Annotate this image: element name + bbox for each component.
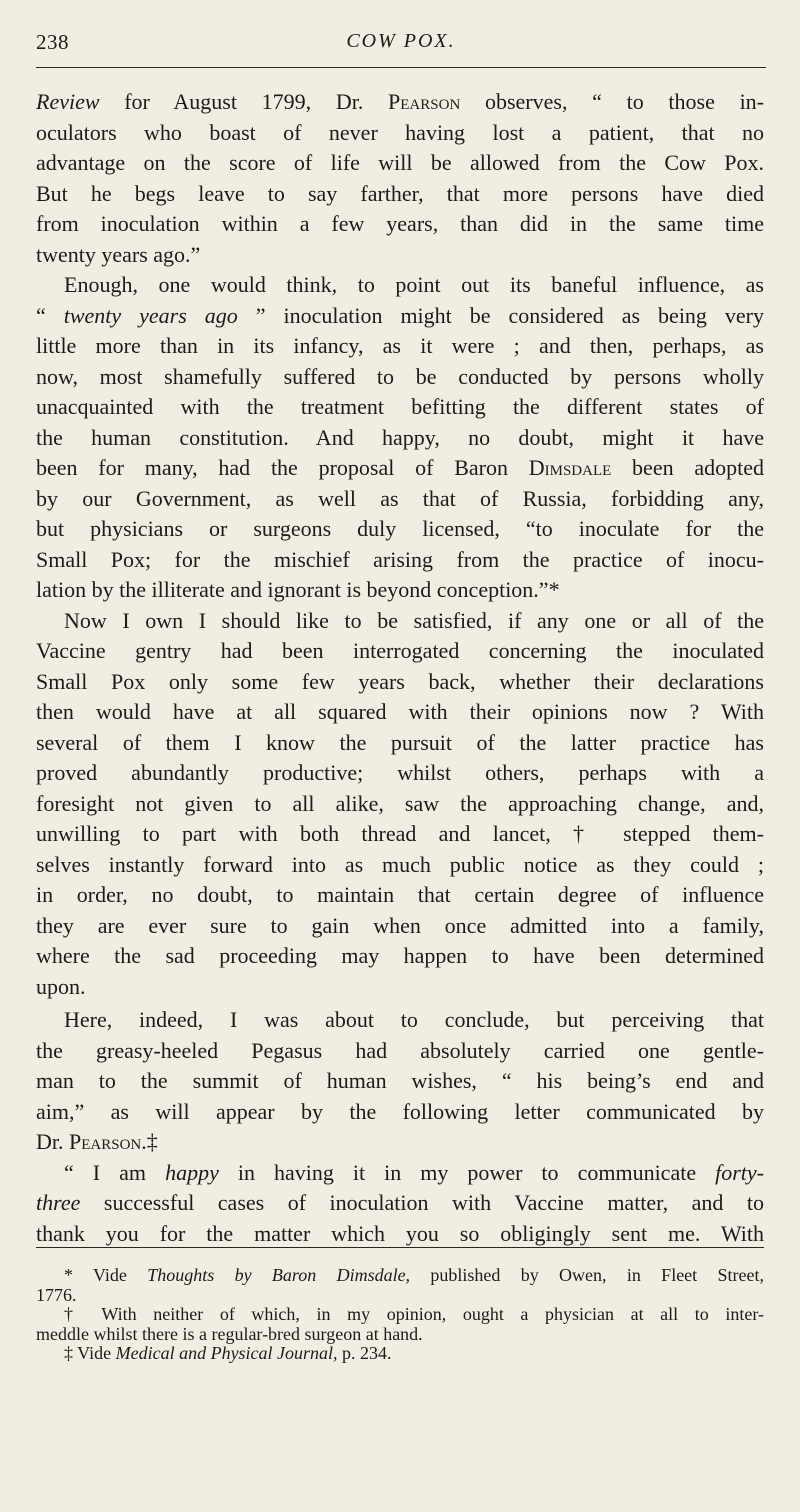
text-line: Here, indeed, I was about to conclude, but perceiving that [64, 1007, 764, 1032]
text-line: they are ever sure to gain when once admitted into a family, [36, 912, 764, 938]
text-line: oculators who boast of never having lost a patient, that no [36, 119, 764, 145]
text-line: Small Pox; for the mischief arising from the practice of inocu- [36, 546, 764, 572]
running-header [36, 30, 766, 66]
footnote-line: † With neither of which, in my opinion, ought a physician at all to inter- [64, 1304, 764, 1324]
text-line: little more than in its infancy, as it were ; and then, perhaps, as [36, 333, 764, 358]
footnote-2 [36, 1305, 764, 1344]
text-line: unwilling to part with both thread and lancet, † stepped them- [36, 821, 764, 846]
paragraph-2 [36, 270, 764, 606]
running-title: COW POX. [346, 30, 456, 52]
text-line: Vaccine gentry had been interrogated concerning the inoculated [36, 638, 764, 663]
footnotes [36, 1266, 764, 1364]
text-line: Enough, one would think, to point out its baneful influence, as [64, 272, 764, 297]
footnote-line: * Vide Thoughts by Baron Dimsdale, published by Owen, in Fleet Street, [64, 1265, 764, 1285]
footnote-line: ‡ Vide Medical and Physical Journal, p. 234. [64, 1343, 392, 1363]
text-line: now, most shamefully suffered to be conducted by persons wholly [36, 363, 764, 389]
text-line: Now I own I should like to be satisfied, if any one or all of the [64, 607, 764, 633]
paragraph-4 [36, 1005, 764, 1158]
page-number: 238 [36, 30, 69, 54]
text-line: Dr. Pearson.‡ [36, 1129, 158, 1154]
text-line: where the sad proceeding may happen to have been determined [36, 943, 764, 968]
footnote-3 [36, 1344, 764, 1364]
body-text [36, 87, 764, 1249]
text-line: unacquainted with the treatment befitting the different states of [36, 394, 764, 419]
paragraph-3 [36, 606, 764, 1003]
text-line: lation by the illiterate and ignorant is beyond conception.”* [36, 577, 560, 602]
text-line: Small Pox only some few years back, whether their declarations [36, 668, 764, 694]
header-rule [36, 67, 766, 68]
text-line: advantage on the score of life will be allowed from the Cow Pox. [36, 150, 764, 175]
text-line: Review for August 1799, Dr. Pearson observes, “ to those in- [36, 89, 765, 114]
text-line: aim,” as will appear by the following letter communicated by [36, 1098, 764, 1124]
text-line: by our Government, as well as that of Russia, forbidding any, [36, 485, 764, 511]
text-line: twenty years ago.” [36, 241, 201, 267]
text-line: man to the summit of human wishes, “ his being’s end and [36, 1068, 764, 1093]
text-line: then would have at all squared with their opinions now ? With [36, 699, 764, 724]
footnote-line: 1776. [36, 1284, 77, 1305]
footnote-rule [36, 1247, 764, 1248]
text-line: three successful cases of inoculation with Vaccine matter, and to [36, 1190, 764, 1215]
text-line: foresight not given to all alike, saw the approaching change, and, [36, 790, 764, 816]
text-line: thank you for the matter which you so obligingly sent me. With [36, 1220, 764, 1246]
text-line: proved abundantly productive; whilst others, perhaps with a [36, 760, 764, 785]
text-line: the human constitution. And happy, no doubt, might it have [36, 424, 764, 450]
text-line: but physicians or surgeons duly licensed, “to inoculate for the [36, 516, 764, 541]
text-line: But he begs leave to say farther, that more persons have died [36, 180, 764, 206]
text-line: “ I am happy in having it in my power to communicate forty- [64, 1159, 765, 1185]
paragraph-1 [36, 87, 764, 270]
paragraph-5 [36, 1158, 764, 1250]
text-line: upon. [36, 973, 86, 999]
footnote-1 [36, 1266, 764, 1305]
text-line: several of them I know the pursuit of the latter practice has [36, 729, 764, 755]
text-line: “ twenty years ago ” inoculation might be considered as being very [36, 302, 764, 328]
text-line: in order, no doubt, to maintain that certain degree of influence [36, 882, 764, 907]
text-line: been for many, had the proposal of Baron Dimsdale been adopted [36, 455, 764, 480]
text-line: from inoculation within a few years, than did in the same time [36, 211, 764, 236]
footnote-line: meddle whilst there is a regular-bred surgeon at hand. [36, 1323, 423, 1344]
text-line: selves instantly forward into as much public notice as they could ; [36, 851, 764, 877]
text-line: the greasy-heeled Pegasus had absolutely carried one gentle- [36, 1037, 764, 1063]
